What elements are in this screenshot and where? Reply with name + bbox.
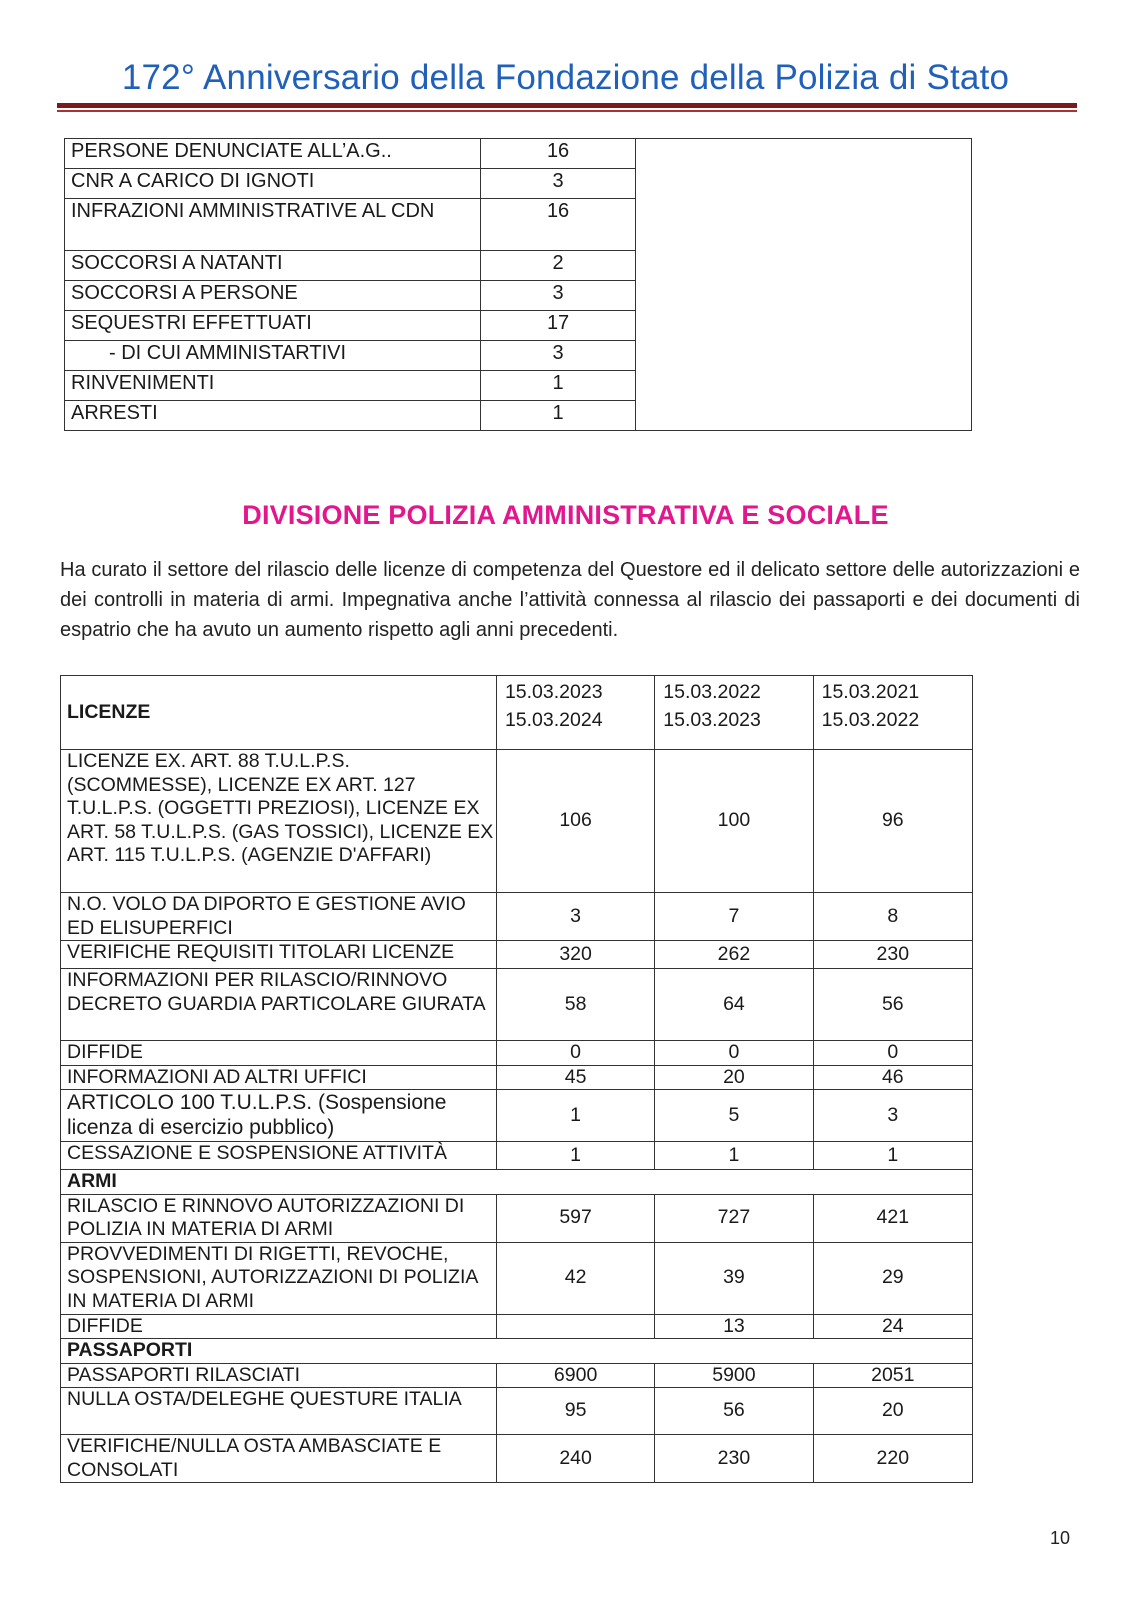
table-row (61, 1090, 973, 1142)
row-value (496, 1314, 654, 1339)
row-value: 100 (655, 750, 813, 893)
table-row (61, 1194, 973, 1242)
row-label: INFORMAZIONI PER RILASCIO/RINNOVO DECRETO GUARDIA PARTICOLARE GIURATA (61, 969, 497, 1041)
table-row (61, 750, 973, 893)
row-value: 1 (480, 371, 636, 401)
row-label: SOCCORSI A NATANTI (65, 251, 481, 281)
row-value: 20 (655, 1065, 813, 1090)
column-header-period (655, 676, 813, 750)
row-value: 56 (655, 1388, 813, 1435)
row-label: - DI CUI AMMINISTARTIVI (65, 341, 481, 371)
row-label: VERIFICHE/NULLA OSTA AMBASCIATE E CONSOLATI (61, 1435, 497, 1483)
row-label: CESSAZIONE E SOSPENSIONE ATTIVITÀ (61, 1142, 497, 1170)
table-row (61, 1142, 973, 1170)
row-label: RINVENIMENTI (65, 371, 481, 401)
section-row-armi (61, 1170, 973, 1195)
section-heading: DIVISIONE POLIZIA AMMINISTRATIVA E SOCIALE (242, 500, 889, 530)
row-value: 3 (480, 281, 636, 311)
row-value: 220 (813, 1435, 972, 1483)
row-label: PROVVEDIMENTI DI RIGETTI, REVOCHE, SOSPENSIONI, AUTORIZZAZIONI DI POLIZIA IN MATERIA DI ARMI (61, 1242, 497, 1314)
row-value: 29 (813, 1242, 972, 1314)
row-value: 96 (813, 750, 972, 893)
table-row (61, 1388, 973, 1435)
row-value: 1 (496, 1090, 654, 1142)
row-value: 0 (655, 1041, 813, 1066)
row-value: 58 (496, 969, 654, 1041)
page-title: 172° Anniversario della Fondazione della Polizia di Stato (121, 58, 1010, 97)
row-label: CNR A CARICO DI IGNOTI (65, 169, 481, 199)
row-value: 7 (655, 893, 813, 941)
row-label: ARRESTI (65, 401, 481, 431)
row-value: 24 (813, 1314, 972, 1339)
row-label: INFORMAZIONI AD ALTRI UFFICI (61, 1065, 497, 1090)
row-value: 1 (655, 1142, 813, 1170)
row-value: 230 (813, 941, 972, 969)
row-value: 39 (655, 1242, 813, 1314)
row-label: PASSAPORTI RILASCIATI (61, 1363, 497, 1388)
row-label: ARTICOLO 100 T.U.L.P.S. (Sospensione licenza di esercizio pubblico) (61, 1090, 497, 1142)
table-row (61, 1435, 973, 1483)
row-value: 2 (480, 251, 636, 281)
row-label: RILASCIO E RINNOVO AUTORIZZAZIONI DI POLIZIA IN MATERIA DI ARMI (61, 1194, 497, 1242)
row-label: LICENZE EX. ART. 88 T.U.L.P.S. (SCOMMESSE), LICENZE EX ART. 127 T.U.L.P.S. (OGGETTI PREZIOSI), LICENZE EX ART. 58 T.U.L.P.S. (GAS TOSSICI), LICENZE EX ART. 115 T.U.L.P.S. (AGENZIE D'AFFARI) (61, 750, 497, 893)
row-value: 262 (655, 941, 813, 969)
row-value: 45 (496, 1065, 654, 1090)
row-value: 6900 (496, 1363, 654, 1388)
page-number: 10 (1050, 1528, 1071, 1548)
period-to: 15.03.2023 (663, 709, 761, 731)
row-value: 16 (480, 139, 636, 169)
row-value: 421 (813, 1194, 972, 1242)
row-value: 64 (655, 969, 813, 1041)
table-row (61, 1065, 973, 1090)
licenze-table (60, 675, 973, 1483)
table-row (61, 893, 973, 941)
row-label: INFRAZIONI AMMINISTRATIVE AL CDN (65, 199, 481, 251)
row-value: 3 (813, 1090, 972, 1142)
row-value: 106 (496, 750, 654, 893)
table-row (61, 1363, 973, 1388)
row-label: NULLA OSTA/DELEGHE QUESTURE ITALIA (61, 1388, 497, 1435)
row-value: 20 (813, 1388, 972, 1435)
row-value: 95 (496, 1388, 654, 1435)
row-value: 727 (655, 1194, 813, 1242)
row-value: 5900 (655, 1363, 813, 1388)
row-label: PERSONE DENUNCIATE ALL’A.G.. (65, 139, 481, 169)
row-value: 8 (813, 893, 972, 941)
period-from: 15.03.2022 (663, 681, 761, 703)
table-header-row (61, 676, 973, 750)
section-label-passaporti: PASSAPORTI (61, 1339, 973, 1364)
row-value: 0 (813, 1041, 972, 1066)
row-value: 42 (496, 1242, 654, 1314)
row-value: 597 (496, 1194, 654, 1242)
row-value: 240 (496, 1435, 654, 1483)
row-label: VERIFICHE REQUISITI TITOLARI LICENZE (61, 941, 497, 969)
period-to: 15.03.2024 (504, 709, 603, 731)
row-value: 3 (496, 893, 654, 941)
row-value: 16 (480, 199, 636, 251)
table-row (61, 1314, 973, 1339)
header-rule-thick (57, 103, 1077, 108)
row-value: 17 (480, 311, 636, 341)
table-row (65, 139, 972, 169)
header-rule-thin (57, 110, 1077, 112)
row-label: DIFFIDE (61, 1041, 497, 1066)
row-label: N.O. VOLO DA DIPORTO E GESTIONE AVIO ED ELISUPERFICI (61, 893, 497, 941)
column-header-period (813, 676, 972, 750)
row-value: 2051 (813, 1363, 972, 1388)
row-label: DIFFIDE (61, 1314, 497, 1339)
row-value: 1 (496, 1142, 654, 1170)
row-value: 3 (480, 169, 636, 199)
row-value: 320 (496, 941, 654, 969)
row-value: 13 (655, 1314, 813, 1339)
period-to: 15.03.2022 (821, 709, 920, 731)
table-row (61, 1242, 973, 1314)
column-header-period (496, 676, 654, 750)
row-value: 56 (813, 969, 972, 1041)
row-value: 230 (655, 1435, 813, 1483)
row-value: 46 (813, 1065, 972, 1090)
section-row-passaporti (61, 1339, 973, 1364)
row-value: 0 (496, 1041, 654, 1066)
column-header-licenze: LICENZE (61, 676, 497, 750)
row-label: SOCCORSI A PERSONE (65, 281, 481, 311)
period-from: 15.03.2023 (504, 681, 603, 703)
summary-table (64, 138, 972, 431)
row-value: 1 (813, 1142, 972, 1170)
row-label: SEQUESTRI EFFETTUATI (65, 311, 481, 341)
row-value: 3 (480, 341, 636, 371)
section-label-armi: ARMI (61, 1170, 973, 1195)
intro-paragraph: Ha curato il settore del rilascio delle licenze di competenza del Questore ed il delicato settore delle autorizzazioni e dei controlli in materia di armi. Impegnativa anche l’attività connessa al rilascio dei passaporti e dei documenti di espatrio che ha avuto un aumento rispetto agli anni precedenti. (60, 559, 1080, 641)
row-value: 5 (655, 1090, 813, 1142)
row-value: 1 (480, 401, 636, 431)
table-row (61, 969, 973, 1041)
empty-cell (636, 139, 972, 431)
table-row (61, 1041, 973, 1066)
table-row (61, 941, 973, 969)
period-from: 15.03.2021 (821, 681, 920, 703)
